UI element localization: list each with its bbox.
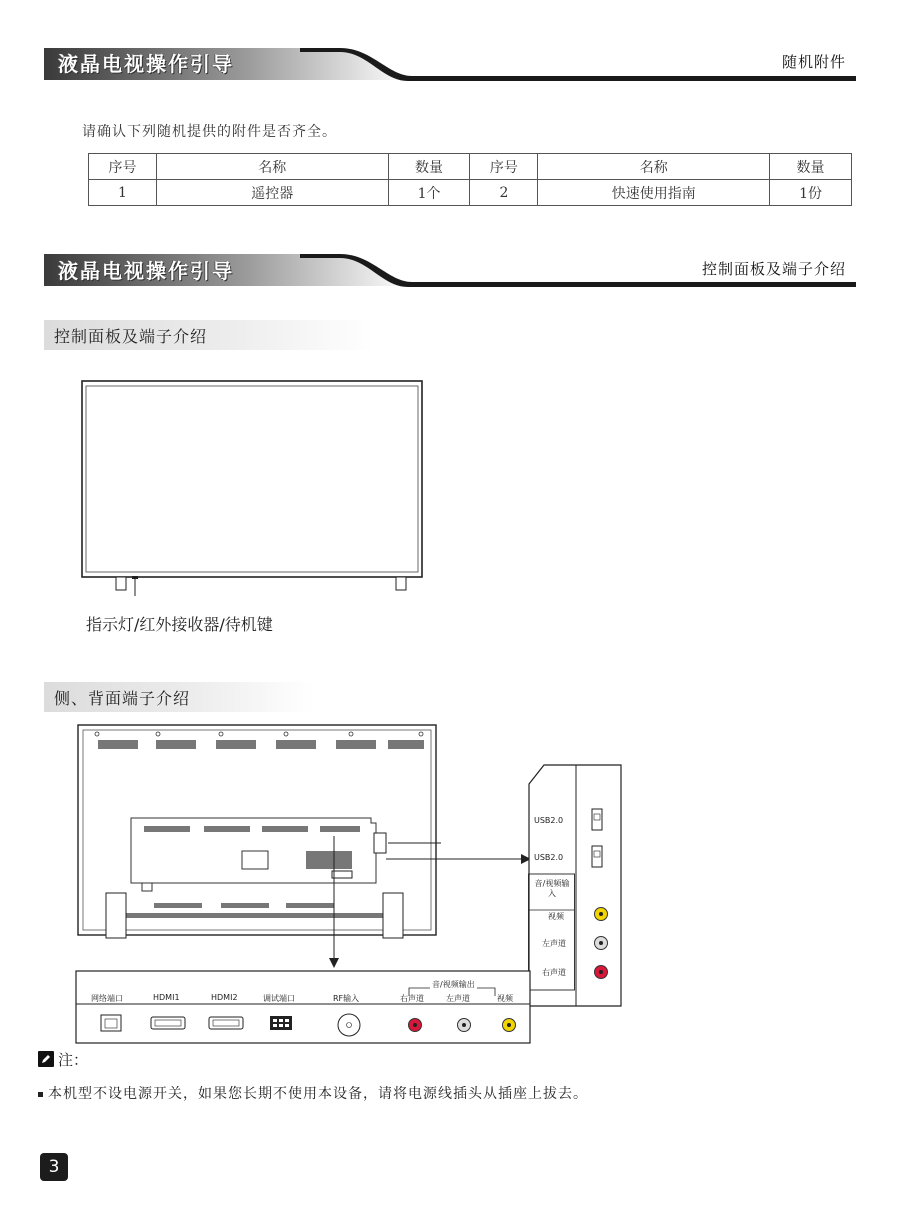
table-header-cell: 数量 [388,154,470,180]
lan-port-label: 网络端口 [91,994,123,1003]
table-header-cell: 名称 [156,154,388,180]
video-out-label: 视频 [497,994,513,1003]
av-output-label: 音/视频输出 [432,980,475,989]
audio-right-label: 右声道 [542,968,566,977]
page-header-top [0,42,898,90]
rear-panel-heading-text: 侧、背面端子介绍 [54,689,191,708]
header-title: 液晶电视操作引导 [58,259,234,283]
audio-left-label: 左声道 [542,939,566,948]
hdmi1-port-label: HDMI1 [153,993,180,1002]
table-cell: 1 [89,180,157,206]
rear-panel-heading [44,682,314,712]
note-label: 注： [58,1051,89,1069]
rf-input-label: RF输入 [333,994,360,1003]
av-input-label: 音/视频输入 [534,879,570,898]
note-text-line [38,1083,588,1103]
hdmi2-port-label: HDMI2 [211,993,238,1002]
intro-text: 请确认下列随机提供的附件是否齐全。 [82,124,337,140]
control-panel-heading-text: 控制面板及端子介绍 [54,327,208,346]
bottom-port-panel [75,970,531,1044]
debug-port-label: 调试端口 [263,994,295,1003]
audio-right-jack [594,965,608,979]
header-section-title: 随机附件 [781,53,846,71]
connector-arrows [326,836,536,970]
table-cell: 遥控器 [156,180,388,206]
header-title: 液晶电视操作引导 [58,52,234,76]
table-cell: 1个 [388,180,470,206]
tv-front-diagram [80,378,426,596]
page-number: 3 [40,1153,68,1181]
side-port-panel [528,764,622,1007]
video-in-label: 视频 [548,912,564,921]
audio-left-jack [594,936,608,950]
control-panel-heading [44,320,374,350]
usb-port-label: USB2.0 [534,853,564,862]
page-header-section [0,250,898,298]
table-cell: 快速使用指南 [538,180,770,206]
table-cell: 2 [470,180,538,206]
bullet-icon [38,1092,43,1097]
table-header-cell: 名称 [538,154,770,180]
note-text: 本机型不设电源开关，如果您长期不使用本设备，请将电源线插头从插座上拔去。 [48,1086,588,1102]
audio-right-out-jack [408,1018,422,1032]
header-section-title: 控制面板及端子介绍 [701,260,846,278]
video-out-jack [502,1018,516,1032]
audio-right-out-label: 右声道 [400,994,424,1003]
table-header-cell: 数量 [770,154,852,180]
table-row [89,180,852,206]
audio-left-out-jack [457,1018,471,1032]
indicator-callout: 指示灯/红外接收器/待机键 [86,615,273,634]
audio-left-out-label: 左声道 [446,994,470,1003]
pencil-note-icon [38,1051,54,1067]
accessories-table [88,153,852,206]
table-cell: 1份 [770,180,852,206]
table-header-cell: 序号 [89,154,157,180]
usb-port-label: USB2.0 [534,816,564,825]
table-header-row [89,154,852,180]
video-in-jack [594,907,608,921]
table-header-cell: 序号 [470,154,538,180]
